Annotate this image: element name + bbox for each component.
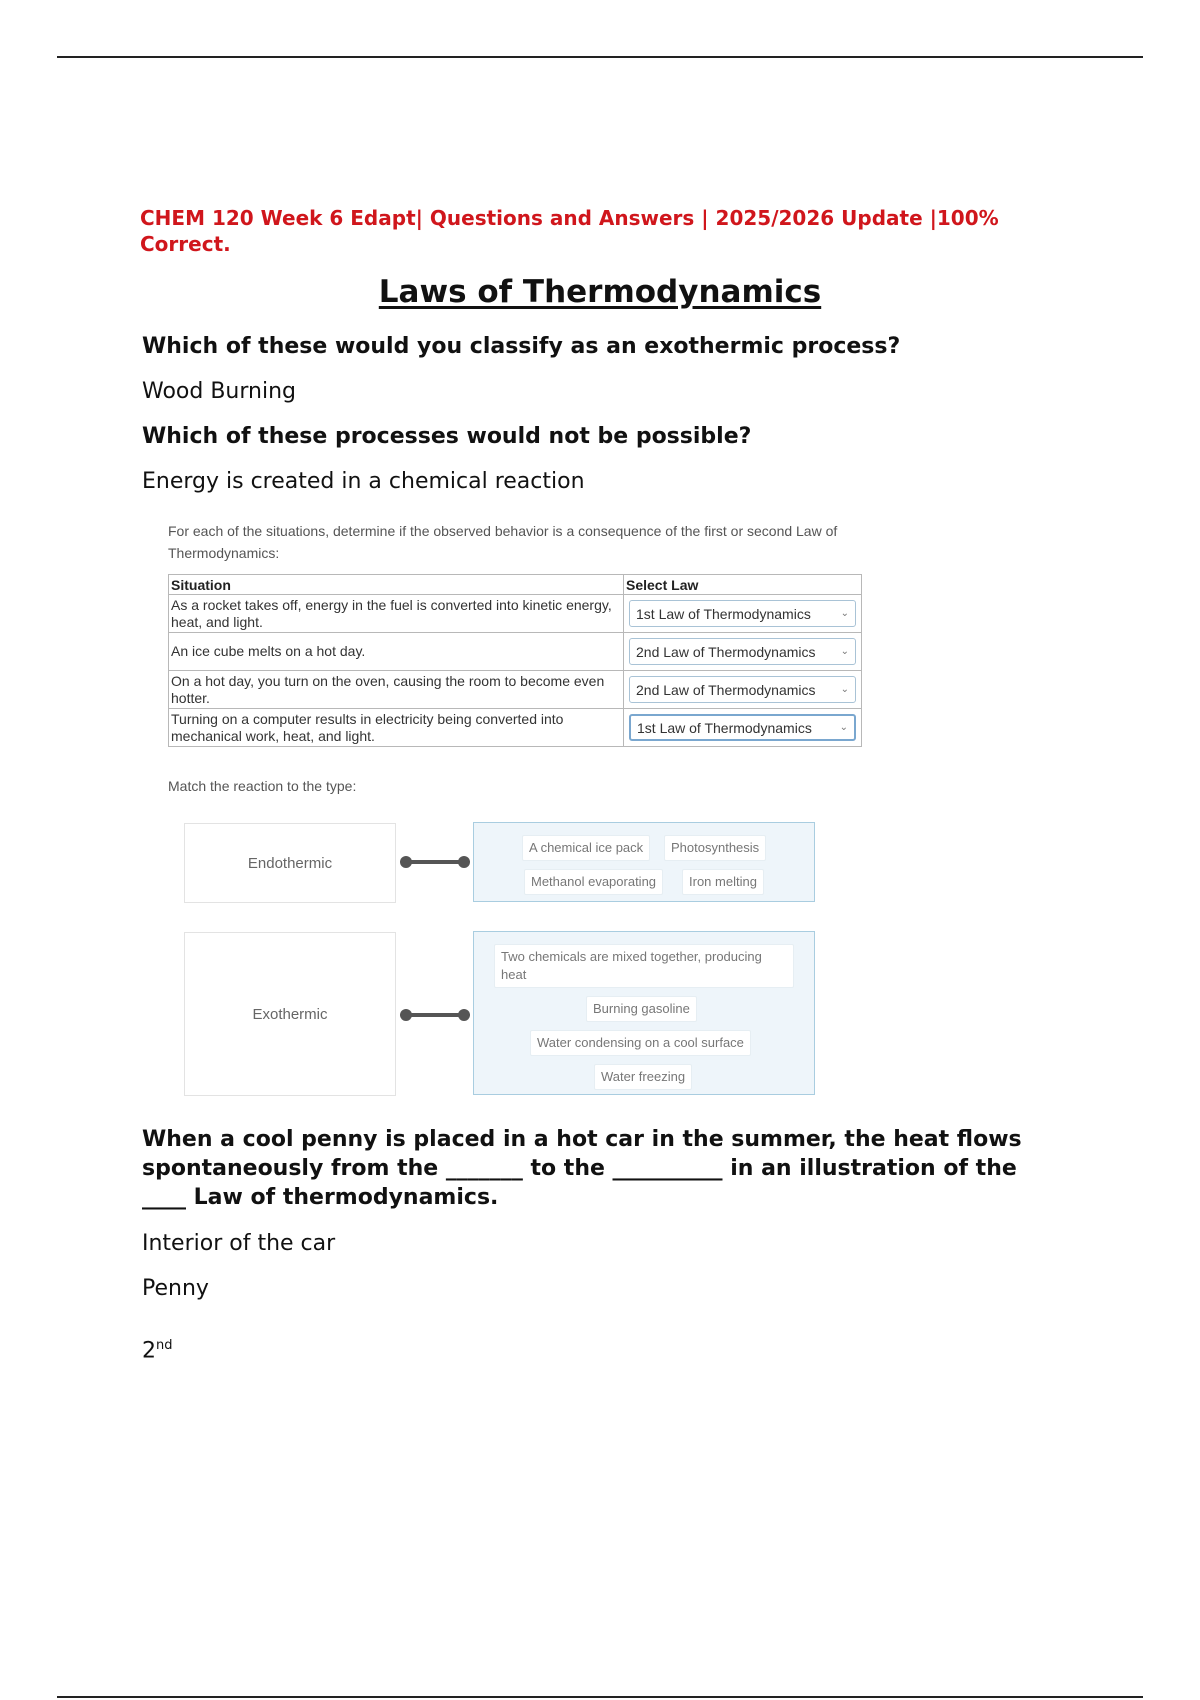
document-title: CHEM 120 Week 6 Edapt| Questions and Answers | 2025/2026 Update |100% Correct. [140, 206, 999, 256]
chevron-down-icon: ⌄ [840, 608, 849, 619]
endothermic-label: Endothermic [247, 854, 333, 872]
situation-cell: An ice cube melts on a hot day. [169, 633, 624, 671]
endothermic-drop-zone[interactable] [473, 822, 815, 902]
table-row [169, 595, 862, 633]
law-select-value: 1st Law of Thermodynamics [636, 605, 811, 622]
matching-instruction: Match the reaction to the type: [168, 778, 357, 794]
match-chip[interactable]: Water freezing [594, 1064, 692, 1090]
answer-3-part-1: Interior of the car [142, 1231, 336, 1256]
connector-dot [458, 856, 470, 868]
answer-3-part-2: Penny [142, 1276, 209, 1301]
law-select-value: 2nd Law of Thermodynamics [636, 681, 816, 698]
table-row [169, 709, 862, 747]
chevron-down-icon: ⌄ [840, 646, 849, 657]
match-chip[interactable]: Photosynthesis [664, 835, 766, 861]
situation-cell: As a rocket takes off, energy in the fuel is converted into kinetic energy, heat, and light. [169, 595, 624, 633]
table-row [169, 633, 862, 671]
table-row [169, 671, 862, 709]
ordinal-number: 2 [142, 1338, 156, 1364]
situation-cell: On a hot day, you turn on the oven, causing the room to become even hotter. [169, 671, 624, 709]
question-3: When a cool penny is placed in a hot car in the summer, the heat flows spontaneously from the _______ to the __________ in an illustration of the ____ Law of thermodynamics. [142, 1127, 1022, 1210]
match-chip[interactable]: Two chemicals are mixed together, producing heat [494, 944, 794, 988]
header-situation: Situation [169, 575, 624, 595]
exothermic-label: Exothermic [252, 1005, 328, 1023]
connector-dot [458, 1009, 470, 1021]
chevron-down-icon: ⌄ [839, 722, 848, 733]
question-2: Which of these processes would not be possible? [142, 424, 752, 449]
law-table-instruction: For each of the situations, determine if the observed behavior is a consequence of the first or second Law of Thermodynamics: [168, 523, 838, 561]
exothermic-connector[interactable] [400, 1009, 470, 1021]
answer-3-part-3 [142, 1331, 173, 1365]
endothermic-label-box [184, 823, 396, 903]
connector-dot [400, 1009, 412, 1021]
endothermic-connector[interactable] [400, 856, 470, 868]
bottom-rule [57, 1696, 1143, 1698]
connector-dot [400, 856, 412, 868]
answer-2: Energy is created in a chemical reaction [142, 469, 585, 494]
match-chip[interactable]: Water condensing on a cool surface [530, 1030, 751, 1056]
header-select-law: Select Law [624, 575, 862, 595]
law-select[interactable] [629, 676, 856, 703]
match-chip[interactable]: Methanol evaporating [524, 869, 663, 895]
answer-1: Wood Burning [142, 379, 296, 404]
section-heading: Laws of Thermodynamics [378, 274, 822, 310]
chevron-down-icon: ⌄ [840, 684, 849, 695]
law-table [168, 574, 862, 747]
match-chip[interactable]: A chemical ice pack [522, 835, 650, 861]
exothermic-label-box [184, 932, 396, 1096]
match-chip[interactable]: Iron melting [682, 869, 764, 895]
table-header-row [169, 575, 862, 595]
match-chip[interactable]: Burning gasoline [586, 996, 697, 1022]
top-rule [57, 56, 1143, 58]
law-select[interactable] [629, 714, 856, 741]
question-1: Which of these would you classify as an exothermic process? [142, 334, 901, 359]
situation-cell: Turning on a computer results in electricity being converted into mechanical work, heat, and light. [169, 709, 624, 747]
exothermic-drop-zone[interactable] [473, 931, 815, 1095]
law-select[interactable] [629, 638, 856, 665]
ordinal-suffix: nd [156, 1338, 173, 1353]
law-select-value: 1st Law of Thermodynamics [637, 719, 812, 736]
law-select[interactable] [629, 600, 856, 627]
law-select-value: 2nd Law of Thermodynamics [636, 643, 816, 660]
